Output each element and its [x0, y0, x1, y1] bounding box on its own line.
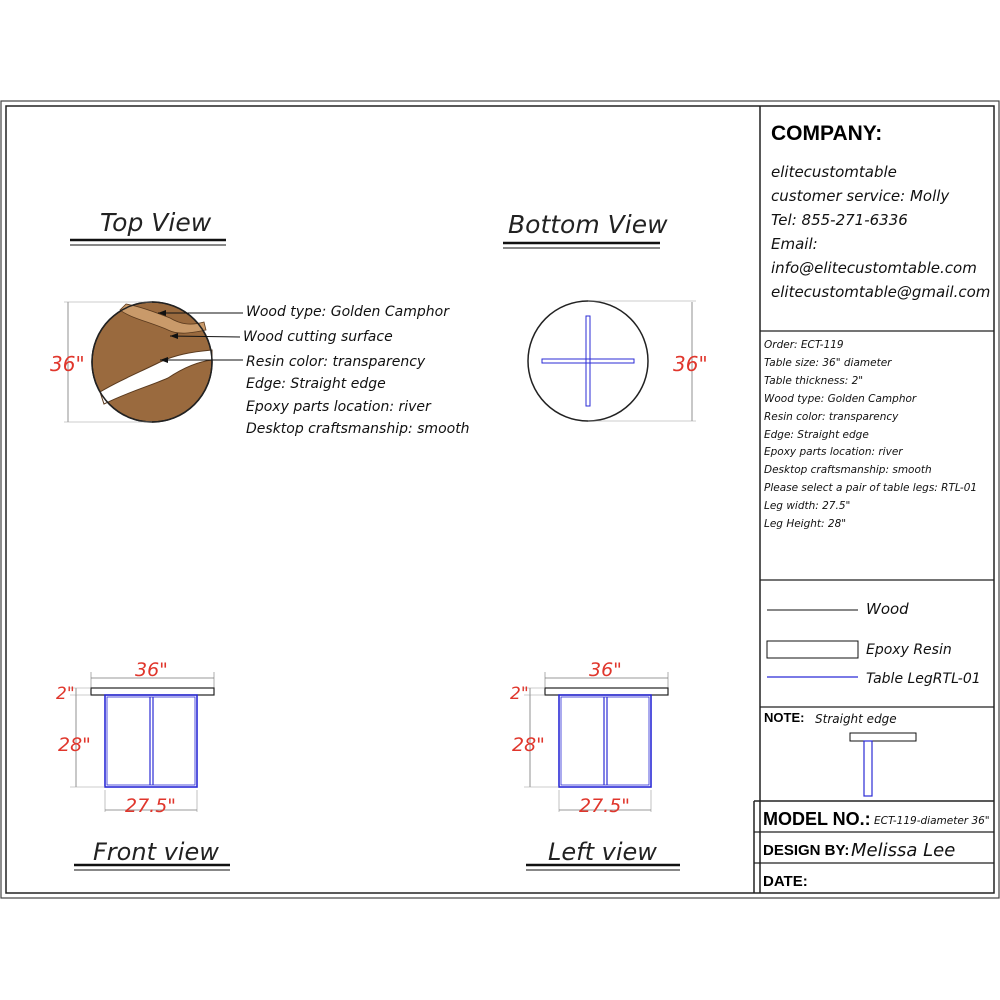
design-value: Melissa Lee [851, 840, 956, 861]
legend-resin-swatch [767, 641, 858, 658]
note-value: Straight edge [815, 712, 897, 726]
left-dim-diameter: 36" [589, 659, 622, 681]
left-dim-height: 28" [512, 734, 545, 756]
date-label: DATE: [763, 873, 808, 890]
front-dim-height: 28" [58, 734, 91, 756]
left-dim-leg-width: 27.5" [579, 795, 631, 817]
legend-resin-label: Epoxy Resin [866, 642, 952, 658]
model-value: ECT-119-diameter 36" [874, 815, 990, 827]
company-line-tel: Tel: 855-271-6336 [771, 211, 908, 229]
note-label: NOTE: [764, 710, 805, 725]
company-heading: COMPANY: [771, 122, 883, 145]
top-label-cutting-surface: Wood cutting surface [243, 329, 393, 345]
left-view-title: Left view [548, 838, 657, 866]
company-line-service: customer service: Molly [771, 187, 950, 205]
left-view-drawing [524, 672, 668, 812]
top-label-craftsmanship: Desktop craftsmanship: smooth [246, 421, 470, 437]
order-line-3: Wood type: Golden Camphor [764, 393, 917, 405]
order-line-7: Desktop craftsmanship: smooth [764, 464, 932, 476]
front-dim-diameter: 36" [135, 659, 168, 681]
design-label: DESIGN BY: [763, 842, 850, 859]
note-edge-leg [864, 741, 872, 796]
top-label-epoxy-location: Epoxy parts location: river [246, 399, 431, 415]
order-line-8: Please select a pair of table legs: RTL-01 [764, 482, 978, 494]
order-line-4: Resin color: transparency [764, 411, 899, 423]
order-line-10: Leg Height: 28" [764, 518, 847, 530]
top-dim-diameter: 36" [50, 352, 85, 376]
order-line-0: Order: ECT-119 [764, 339, 844, 351]
legend-wood-label: Wood [866, 600, 909, 618]
front-view-drawing [70, 672, 214, 812]
front-dim-leg-width: 27.5" [125, 795, 177, 817]
bottom-view-tabletop [528, 301, 648, 421]
order-line-9: Leg width: 27.5" [764, 500, 851, 512]
company-line-name: elitecustomtable [771, 163, 897, 181]
left-dim-thickness: 2" [510, 684, 529, 704]
order-line-2: Table thickness: 2" [764, 375, 864, 387]
order-line-5: Edge: Straight edge [764, 429, 869, 441]
top-view-title: Top View [100, 208, 212, 237]
front-dim-thickness: 2" [56, 684, 75, 704]
top-label-wood-type: Wood type: Golden Camphor [246, 304, 449, 320]
bottom-view-title: Bottom View [508, 210, 668, 239]
company-line-email-label: Email: [771, 235, 818, 253]
note-edge-top [850, 733, 916, 741]
top-view-tabletop [92, 302, 212, 422]
company-line-email-2: elitecustomtable@gmail.com [771, 283, 991, 301]
order-line-6: Epoxy parts location: river [764, 446, 903, 458]
bottom-dim-diameter: 36" [673, 352, 708, 376]
front-view-title: Front view [93, 838, 219, 866]
top-label-edge: Edge: Straight edge [246, 376, 386, 392]
order-line-1: Table size: 36" diameter [764, 357, 892, 369]
top-label-resin-color: Resin color: transparency [246, 354, 426, 370]
company-line-email-1: info@elitecustomtable.com [771, 259, 977, 277]
legend-leg-label: Table LegRTL-01 [866, 671, 981, 687]
model-label: MODEL NO.: [763, 809, 871, 829]
